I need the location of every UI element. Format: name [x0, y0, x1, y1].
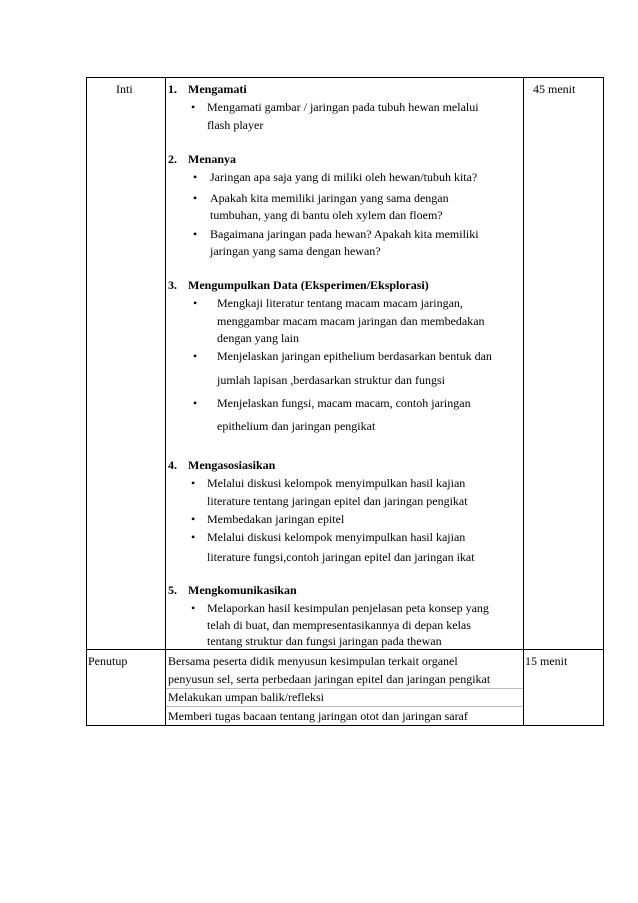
item-line: dengan yang lain	[217, 331, 299, 345]
item-line: Melalui diskusi kelompok menyimpulkan hasil kajian	[207, 476, 466, 490]
penutup-line-1	[166, 688, 523, 689]
item-line: tumbuhan, yang di bantu oleh xylem dan floem?	[210, 208, 443, 222]
item-line: telah di buat, dan mempresentasikannya di depan kelas	[207, 618, 471, 632]
bullet-icon: •	[191, 100, 196, 114]
item-line: Jaringan apa saja yang di miliki oleh hewan/tubuh kita?	[210, 170, 478, 184]
bullet-icon: •	[191, 512, 196, 526]
item-line: Melalui diskusi kelompok menyimpulkan hasil kajian	[207, 530, 466, 544]
table-border-bottom	[86, 725, 604, 726]
bullet-icon: •	[193, 296, 198, 310]
item-line: tentang struktur dan fungsi jaringan pada thewan	[207, 634, 442, 648]
section-number-1: 1.	[168, 82, 177, 96]
item-line: Menjelaskan fungsi, macam macam, contoh jaringan	[217, 396, 471, 410]
penutup-line-2	[166, 706, 523, 707]
item-line: flash player	[207, 118, 264, 132]
time-cell-inti: 45 menit	[533, 82, 576, 96]
bullet-icon: •	[193, 227, 198, 241]
table-column-divider-1	[165, 77, 166, 726]
phase-cell-penutup: Penutup	[88, 654, 128, 668]
section-number-4: 4.	[168, 458, 177, 472]
item-line: literature tentang jaringan epitel dan jaringan pengikat	[207, 494, 468, 508]
section-title-mengamati: Mengamati	[188, 82, 247, 96]
bullet-icon: •	[193, 191, 198, 205]
bullet-icon: •	[191, 530, 196, 544]
bullet-icon: •	[193, 396, 198, 410]
bullet-icon: •	[191, 601, 196, 615]
section-number-2: 2.	[168, 152, 177, 166]
section-number-5: 5.	[168, 583, 177, 597]
item-line: menggambar macam macam jaringan dan membedakan	[217, 314, 485, 328]
time-cell-penutup: 15 menit	[525, 654, 568, 668]
table-border-top	[86, 77, 604, 78]
item-line: epithelium dan jaringan pengikat	[217, 419, 376, 433]
section-title-menanya: Menanya	[188, 152, 236, 166]
item-line: Membedakan jaringan epitel	[207, 512, 345, 526]
section-title-mengkomunikasikan: Mengkomunikasikan	[188, 583, 297, 597]
table-row-divider	[86, 649, 604, 650]
item-line: jaringan yang sama dengan hewan?	[210, 244, 381, 258]
penutup-activity-line: penyusun sel, serta perbedaan jaringan epitel dan jaringan pengikat	[168, 672, 491, 686]
bullet-icon: •	[191, 476, 196, 490]
item-line: Menjelaskan jaringan epithelium berdasarkan bentuk dan	[217, 349, 492, 363]
item-line: Mengkaji literatur tentang macam macam jaringan,	[217, 296, 463, 310]
bullet-icon: •	[193, 170, 198, 184]
item-line: Melaporkan hasil kesimpulan penjelasan peta konsep yang	[207, 601, 489, 615]
penutup-activity-line: Bersama peserta didik menyusun kesimpulan terkait organel	[168, 654, 458, 668]
table-column-divider-2	[523, 77, 524, 726]
bullet-icon: •	[193, 349, 198, 363]
penutup-activity-line: Melakukan umpan balik/refleksi	[168, 690, 324, 704]
table-border-right	[603, 77, 604, 726]
table-border-left	[86, 77, 87, 726]
section-title-mengumpulkan-data: Mengumpulkan Data (Eksperimen/Eksplorasi)	[188, 278, 429, 292]
penutup-activity-line: Memberi tugas bacaan tentang jaringan otot dan jaringan saraf	[168, 709, 468, 723]
phase-cell-inti: Inti	[116, 82, 133, 96]
item-line: jumlah lapisan ,berdasarkan struktur dan fungsi	[217, 373, 445, 387]
item-line: Mengamati gambar / jaringan pada tubuh hewan melalui	[207, 100, 479, 114]
item-line: Bagaimana jaringan pada hewan? Apakah kita memiliki	[210, 227, 479, 241]
item-line: Apakah kita memiliki jaringan yang sama dengan	[210, 191, 449, 205]
section-number-3: 3.	[168, 278, 177, 292]
section-title-mengasosiasikan: Mengasosiasikan	[188, 458, 276, 472]
item-line: literature fungsi,contoh jaringan epitel dan jaringan ikat	[207, 550, 475, 564]
